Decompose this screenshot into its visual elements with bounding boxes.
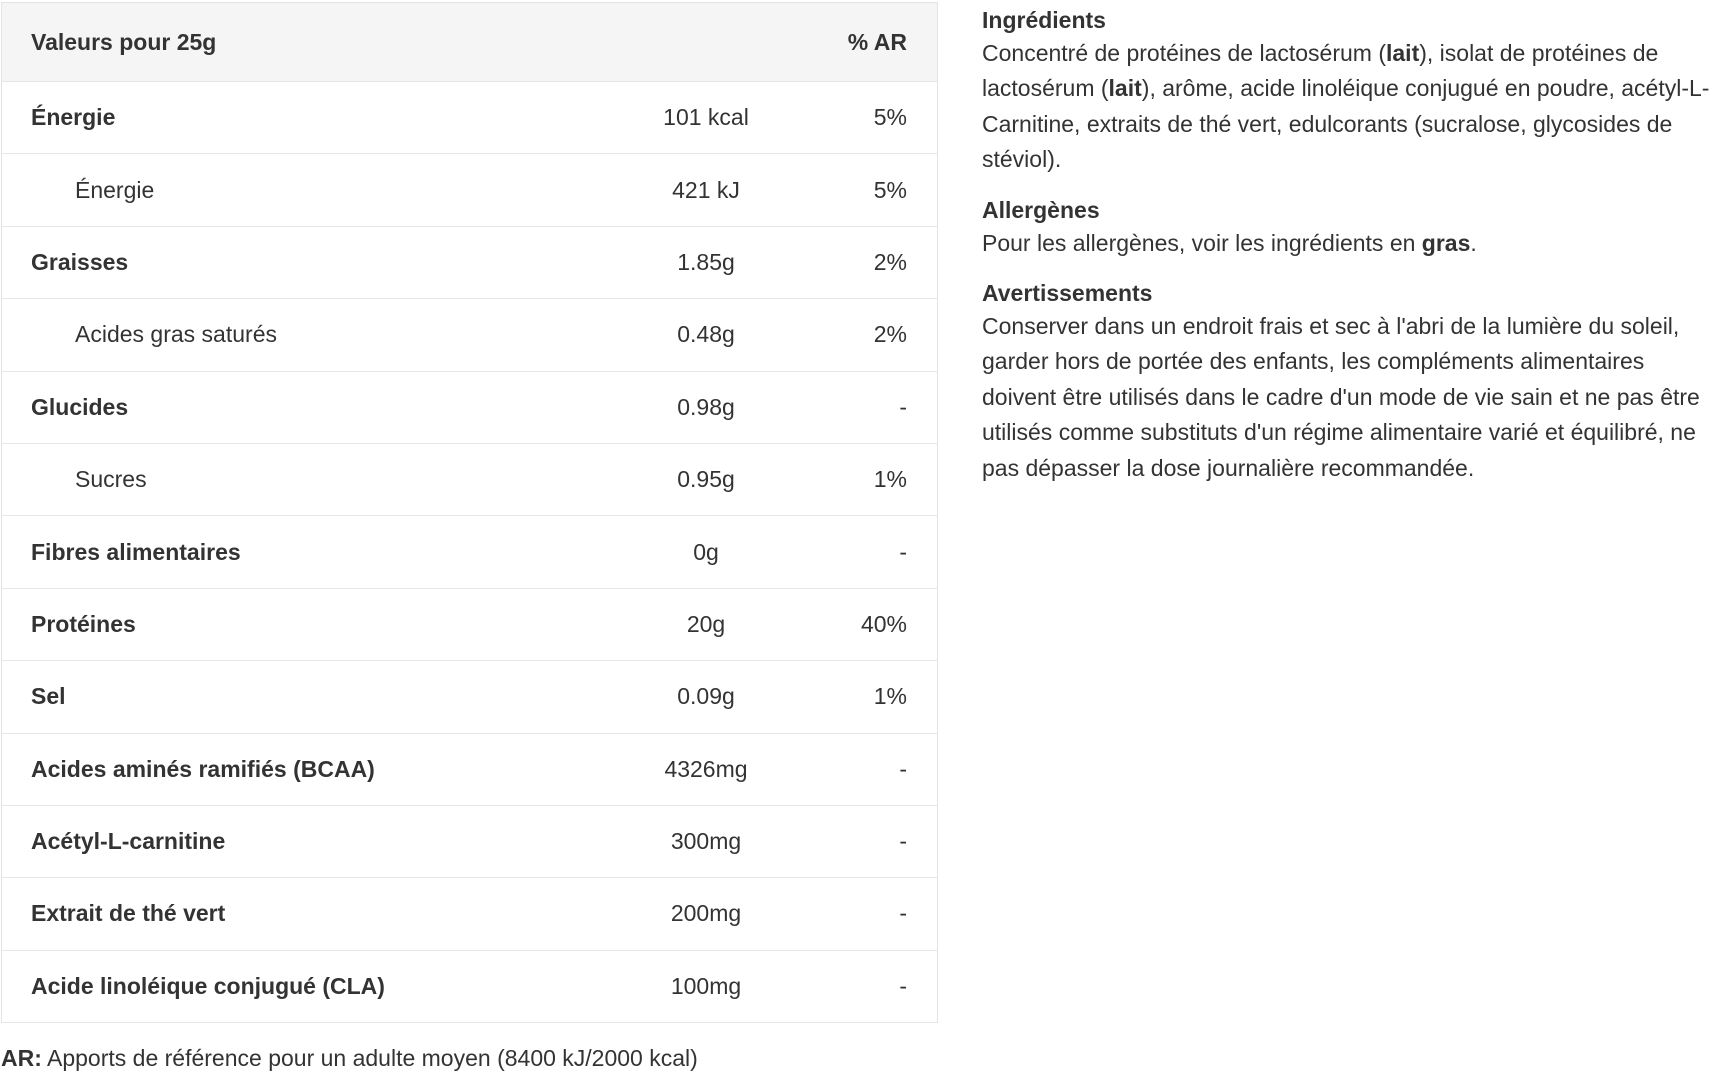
allergen-emphasis: lait xyxy=(1108,75,1142,102)
nutrient-ar: 1% xyxy=(821,661,938,733)
nutrition-table-body xyxy=(2,82,938,1023)
text-segment: Pour les allergènes, voir les ingrédients en xyxy=(982,229,1422,256)
allergens-heading: Allergènes xyxy=(982,196,1100,223)
nutrient-ar: - xyxy=(821,878,938,950)
text-segment: Concentré de protéines de lactosérum ( xyxy=(982,40,1386,66)
nutrient-value: 200mg xyxy=(591,878,821,950)
nutrient-value: 0.95g xyxy=(591,443,821,515)
nutrition-row xyxy=(2,878,938,950)
nutrient-name: Sucres xyxy=(2,443,592,515)
nutrient-ar: - xyxy=(821,805,938,877)
nutrition-row xyxy=(2,661,938,733)
text-segment: ), arôme, acide linoléique conjugué en poudre, acétyl-L-Carnitine, extraits de thé vert, edulcorants (sucralose, glycosides de stéviol). xyxy=(982,75,1710,173)
nutrient-name: Acétyl-L-carnitine xyxy=(2,805,592,877)
nutrient-value: 100mg xyxy=(591,950,821,1022)
nutrient-value: 0.09g xyxy=(591,661,821,733)
nutrition-row xyxy=(2,443,938,515)
nutrient-name: Énergie xyxy=(2,154,592,226)
nutrient-value: 4326mg xyxy=(591,733,821,805)
nutrient-ar: - xyxy=(821,733,938,805)
nutrition-table xyxy=(1,2,938,1023)
nutrient-value: 0.48g xyxy=(591,299,821,371)
nutrient-ar: 5% xyxy=(821,154,938,226)
nutrient-name: Glucides xyxy=(2,371,592,443)
nutrient-ar: 40% xyxy=(821,588,938,660)
allergen-emphasis: lait xyxy=(1386,40,1420,66)
nutrient-value: 0g xyxy=(591,516,821,588)
allergens-text xyxy=(982,226,1722,261)
header-value xyxy=(591,3,821,82)
text-segment: ), isolat de protéines de lactosérum ( xyxy=(982,40,1659,102)
nutrient-ar: 2% xyxy=(821,226,938,298)
nutrient-value: 421 kJ xyxy=(591,154,821,226)
header-ar: % AR xyxy=(821,3,938,82)
nutrition-row xyxy=(2,516,938,588)
header-label: Valeurs pour 25g xyxy=(2,3,592,82)
nutrition-row xyxy=(2,82,938,154)
nutrition-table-header xyxy=(2,3,938,82)
allergen-emphasis: gras xyxy=(1421,229,1471,256)
nutrient-value: 0.98g xyxy=(591,371,821,443)
nutrient-name: Acides aminés ramifiés (BCAA) xyxy=(2,733,592,805)
warnings-heading: Avertissements xyxy=(982,280,1153,307)
nutrition-row xyxy=(2,371,938,443)
nutrition-row xyxy=(2,226,938,298)
ingredients-text xyxy=(982,36,1722,178)
ar-abbreviation: AR: xyxy=(1,1045,42,1071)
nutrient-ar: - xyxy=(821,516,938,588)
text-segment: . xyxy=(1470,229,1477,256)
nutrient-value: 1.85g xyxy=(591,226,821,298)
nutrition-row xyxy=(2,299,938,371)
nutrient-name: Sel xyxy=(2,661,592,733)
nutrient-name: Acide linoléique conjugué (CLA) xyxy=(2,950,592,1022)
nutrient-name: Acides gras saturés xyxy=(2,299,592,371)
nutrient-ar: - xyxy=(821,950,938,1022)
nutrient-ar: 2% xyxy=(821,299,938,371)
nutrient-name: Graisses xyxy=(2,226,592,298)
warnings-text: Conserver dans un endroit frais et sec à l'abri de la lumière du soleil, garder hors de portée des enfants, les compléments alimentaires doivent être utilisés dans le cadre d'un mode de vie sain et ne pas être utilisés comme substituts d'un régime alimentaire varié et équilibré, ne pas dépasser la dose journalière recommandée. xyxy=(982,313,1700,481)
nutrient-ar: 5% xyxy=(821,82,938,154)
nutrition-panel xyxy=(1,2,938,1023)
nutrient-ar: 1% xyxy=(821,443,938,515)
ar-footnote xyxy=(1,1045,698,1072)
nutrient-value: 101 kcal xyxy=(591,82,821,154)
ar-definition: Apports de référence pour un adulte moyen (8400 kJ/2000 kcal) xyxy=(41,1045,698,1071)
nutrient-ar: - xyxy=(821,371,938,443)
nutrient-value: 20g xyxy=(591,588,821,660)
nutrition-row xyxy=(2,733,938,805)
nutrient-value: 300mg xyxy=(591,805,821,877)
nutrition-row xyxy=(2,588,938,660)
product-info-panel xyxy=(982,4,1722,502)
nutrition-row xyxy=(2,154,938,226)
nutrient-name: Énergie xyxy=(2,82,592,154)
nutrient-name: Protéines xyxy=(2,588,592,660)
nutrition-row xyxy=(2,805,938,877)
nutrient-name: Fibres alimentaires xyxy=(2,516,592,588)
nutrition-row xyxy=(2,950,938,1022)
nutrient-name: Extrait de thé vert xyxy=(2,878,592,950)
ingredients-heading: Ingrédients xyxy=(982,7,1106,33)
